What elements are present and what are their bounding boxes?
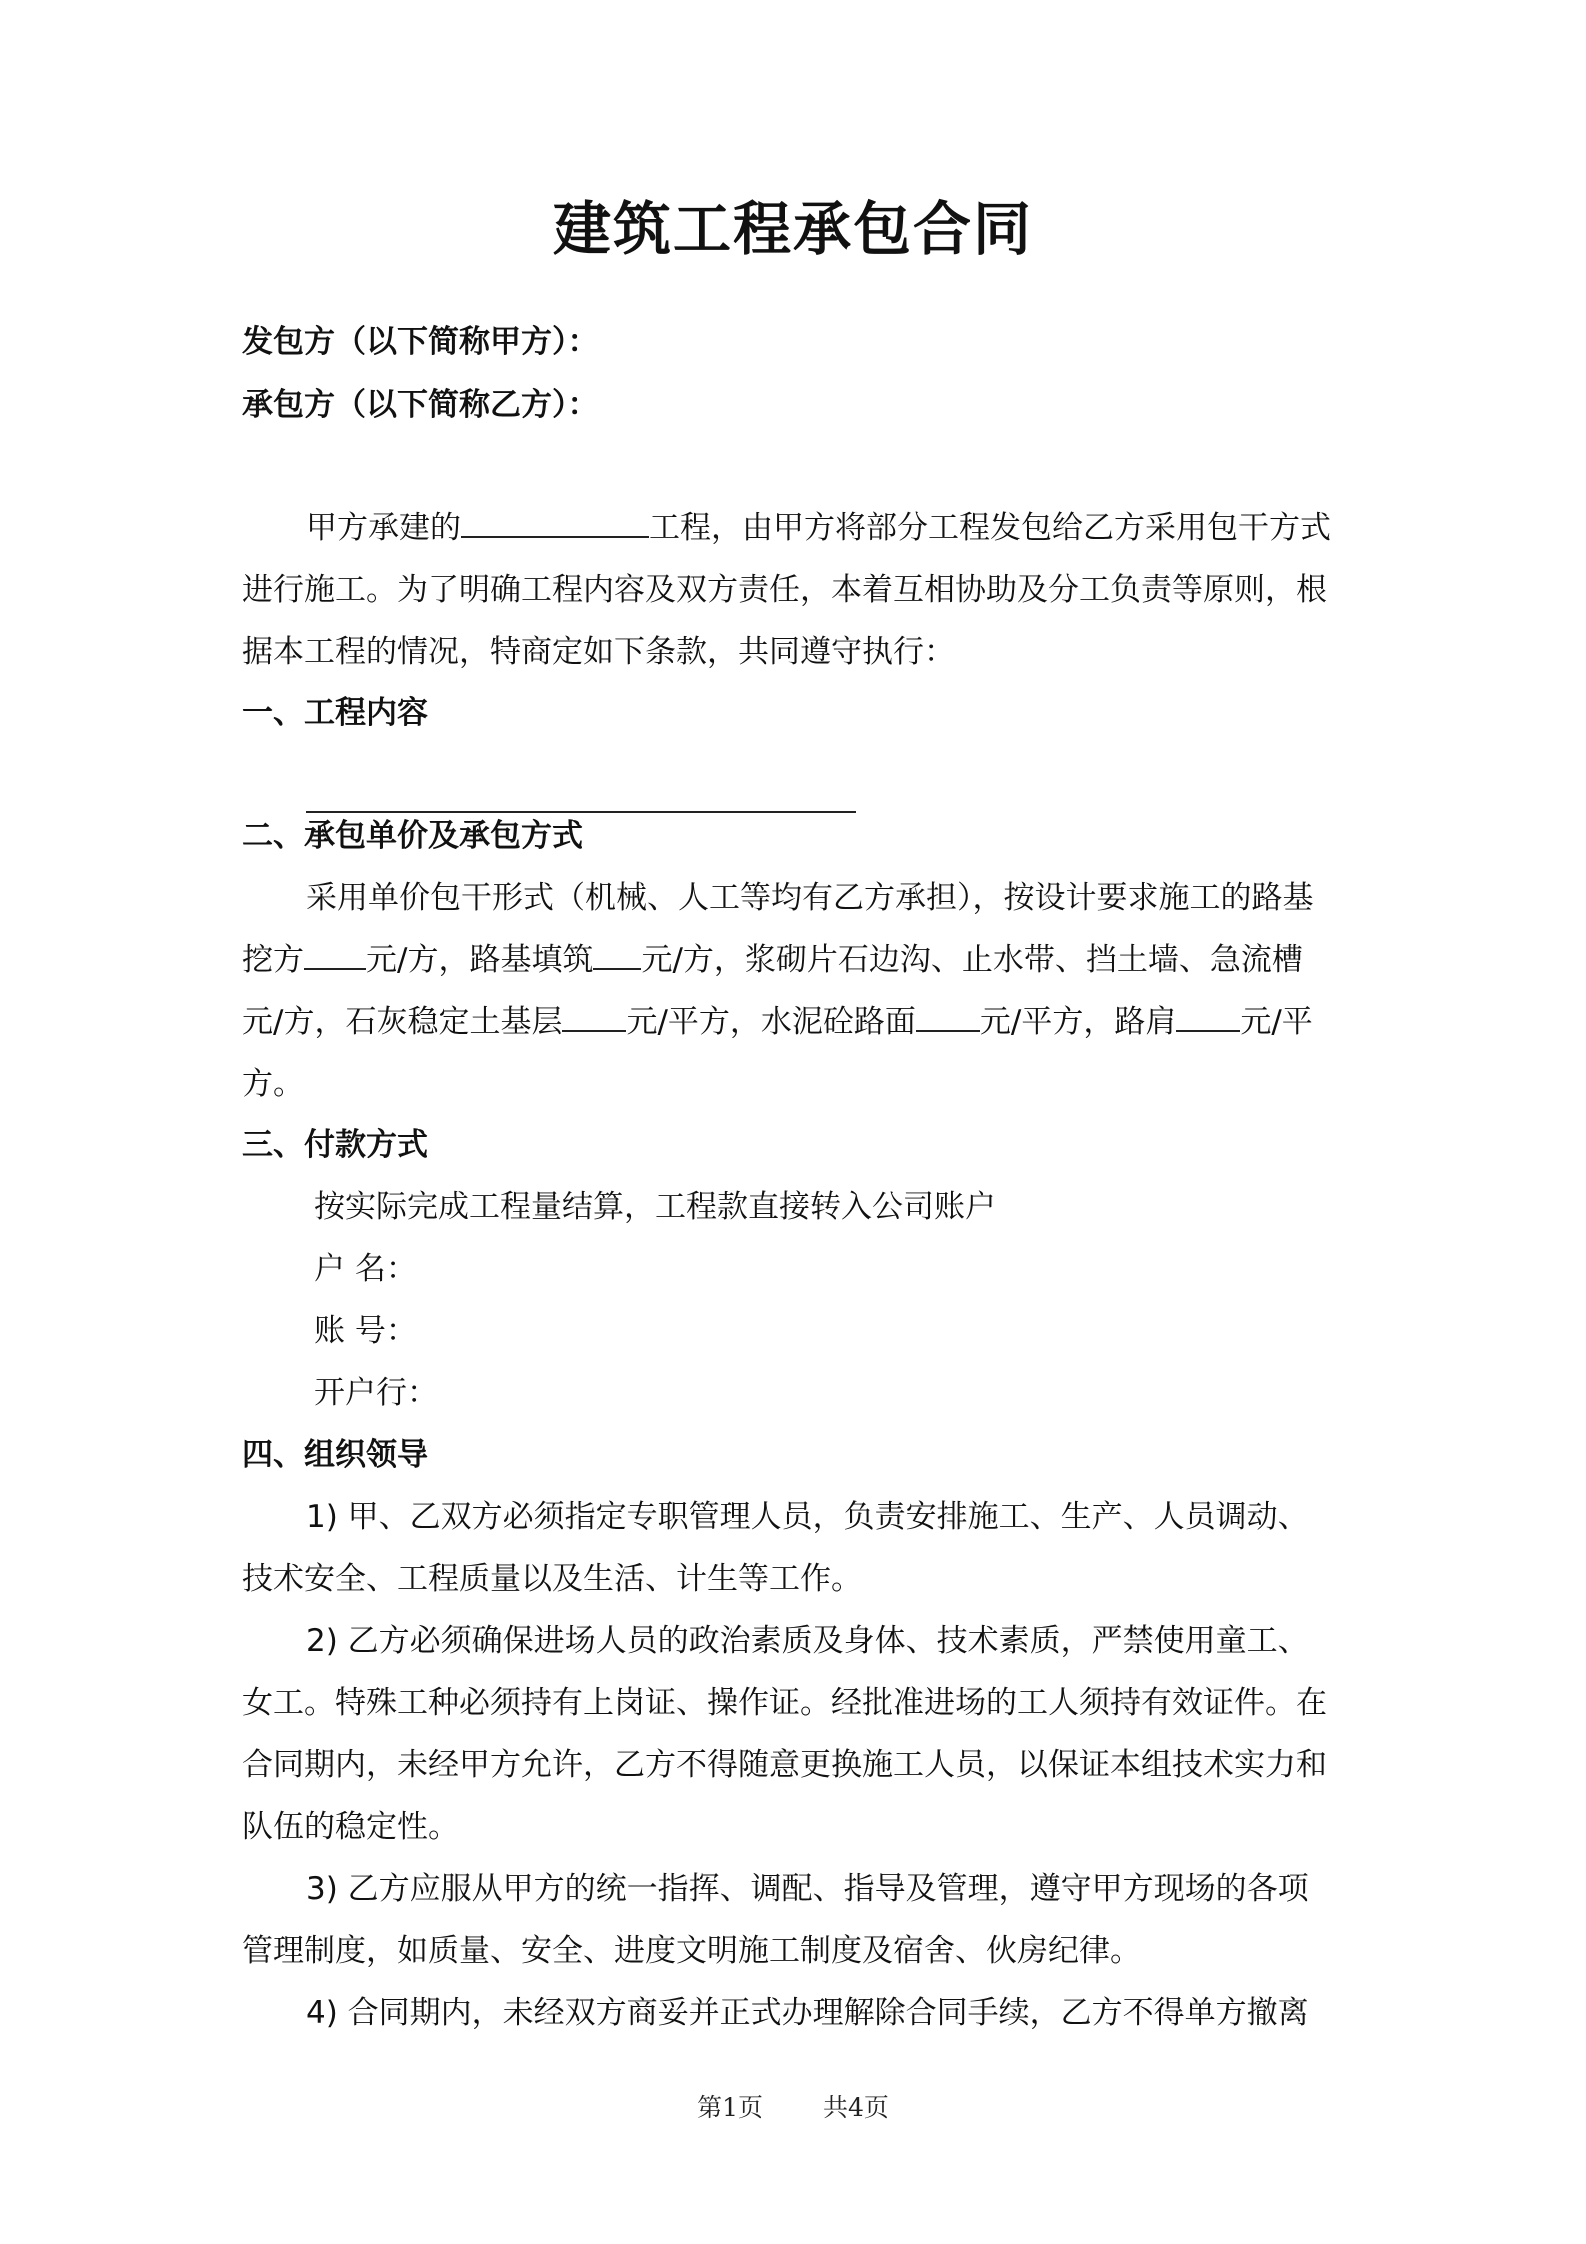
bank-label: 开户行： bbox=[314, 1375, 438, 1411]
section-2-line-4: 方。 bbox=[242, 1066, 304, 1102]
shoulder-price-blank bbox=[1176, 1029, 1240, 1032]
clause-2-line-4: 队伍的稳定性。 bbox=[242, 1809, 459, 1845]
price-text: 挖方 bbox=[242, 942, 304, 978]
price-text: 元/平方，路肩 bbox=[979, 1004, 1177, 1040]
base-layer-price-blank bbox=[562, 1029, 626, 1032]
intro-line-1 bbox=[306, 506, 1352, 550]
party-b-label: 承包方（以下简称乙方）： bbox=[242, 387, 599, 423]
excavation-price-blank bbox=[304, 967, 366, 970]
project-name-blank bbox=[461, 535, 649, 538]
page-total: 共4页 bbox=[823, 2093, 889, 2122]
intro-line-3: 据本工程的情况，特商定如下条款，共同遵守执行： bbox=[242, 634, 955, 670]
section-2-line-1: 采用单价包干形式（机械、人工等均有乙方承担），按设计要求施工的路基 bbox=[306, 880, 1314, 916]
page-footer bbox=[0, 2088, 1586, 2124]
section-3-heading: 三、付款方式 bbox=[242, 1127, 428, 1163]
intro-text: 甲方承建的 bbox=[306, 510, 461, 546]
section-4-heading: 四、组织领导 bbox=[242, 1437, 428, 1473]
fill-price-blank bbox=[593, 967, 641, 970]
price-text: 元/方，石灰稳定土基层 bbox=[242, 1004, 563, 1040]
clause-1-line-2: 技术安全、工程质量以及生活、计生等工作。 bbox=[242, 1561, 862, 1597]
intro-line-2: 进行施工。为了明确工程内容及双方责任，本着互相协助及分工负责等原则，根 bbox=[242, 572, 1327, 608]
payment-text: 按实际完成工程量结算，工程款直接转入公司账户 bbox=[314, 1189, 996, 1225]
price-text: 元/方，路基填筑 bbox=[366, 942, 594, 978]
price-text: 元/方，浆砌片石边沟、止水带、挡土墙、急流槽 bbox=[641, 942, 1303, 978]
clause-3-line-2: 管理制度，如质量、安全、进度文明施工制度及宿舍、伙房纪律。 bbox=[242, 1933, 1141, 1969]
account-name-label: 户 名： bbox=[314, 1251, 417, 1287]
clause-2-line-2: 女工。特殊工种必须持有上岗证、操作证。经批准进场的工人须持有效证件。在 bbox=[242, 1685, 1327, 1721]
section-2-line-2 bbox=[242, 938, 1352, 982]
clause-1-line-1: 1) 甲、乙双方必须指定专职管理人员，负责安排施工、生产、人员调动、 bbox=[306, 1499, 1309, 1535]
section-2-line-3 bbox=[242, 1000, 1352, 1044]
price-text: 元/平 bbox=[1240, 1004, 1313, 1040]
intro-text: 工程，由甲方将部分工程发包给乙方采用包干方式 bbox=[649, 510, 1331, 546]
price-text: 元/平方，水泥砼路面 bbox=[626, 1004, 916, 1040]
pavement-price-blank bbox=[916, 1029, 980, 1032]
clause-2-line-3: 合同期内，未经甲方允许，乙方不得随意更换施工人员，以保证本组技术实力和 bbox=[242, 1747, 1327, 1783]
section-1-heading: 一、工程内容 bbox=[242, 695, 428, 731]
work-content-blank-line bbox=[306, 811, 856, 813]
contract-title: 建筑工程承包合同 bbox=[552, 195, 1033, 263]
clause-4-line-1: 4) 合同期内，未经双方商妥并正式办理解除合同手续，乙方不得单方撤离 bbox=[306, 1995, 1309, 2031]
party-a-label: 发包方（以下简称甲方）： bbox=[242, 324, 599, 360]
clause-2-line-1: 2) 乙方必须确保进场人员的政治素质及身体、技术素质，严禁使用童工、 bbox=[306, 1623, 1309, 1659]
page-number: 第1页 bbox=[697, 2093, 763, 2122]
section-2-heading: 二、承包单价及承包方式 bbox=[242, 818, 583, 854]
clause-3-line-1: 3) 乙方应服从甲方的统一指挥、调配、指导及管理，遵守甲方现场的各项 bbox=[306, 1871, 1309, 1907]
account-number-label: 账 号： bbox=[314, 1313, 417, 1349]
